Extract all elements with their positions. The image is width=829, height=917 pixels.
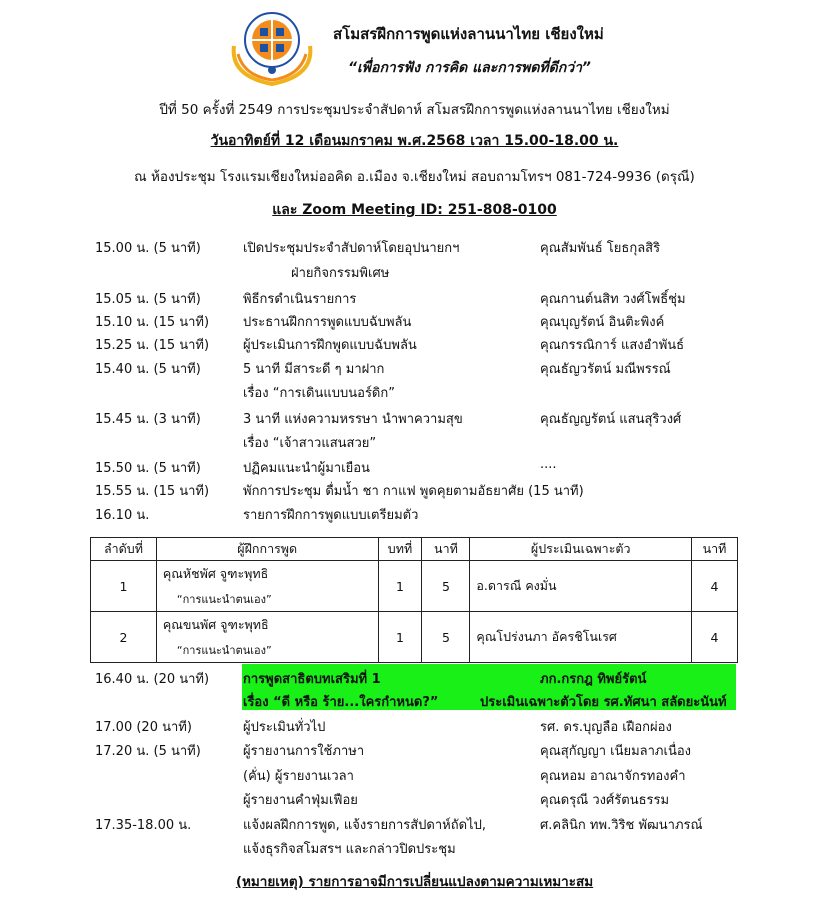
demo-evaluator: ประเมินเฉพาะตัวโดย รศ.ทัศนา สลัดยะนันท์ xyxy=(480,695,727,710)
agenda-time: 16.40 น. (20 นาที) xyxy=(95,672,210,687)
agenda-time: 15.00 น. (5 นาที) xyxy=(95,241,201,256)
agenda-activity: 3 นาที แห่งความหรรษา นำพาความสุข xyxy=(243,412,463,427)
prepared-speech-table xyxy=(90,537,738,663)
zoom-line: และ Zoom Meeting ID: 251-808-0100 xyxy=(272,202,557,218)
agenda-activity: ผู้รายงานการใช้ภาษา xyxy=(243,744,365,759)
agenda-person: คุณกานต์นสิท วงศ์โพธิ์ชุ่ม xyxy=(540,292,686,307)
agenda-activity: พักการประชุม ดื่มน้ำ ชา กาแฟ พูดคุยตามอัธยาศัย (15 นาที) xyxy=(243,484,584,499)
row-number: 1 xyxy=(91,561,157,612)
agenda-time: 15.05 น. (5 นาที) xyxy=(95,292,201,307)
table-header-row xyxy=(91,538,738,561)
column-header: นาที xyxy=(422,538,470,561)
footer-note: (หมายเหตุ) รายการอาจมีการเปลี่ยนแปลงตามความเหมาะสม xyxy=(235,874,594,890)
agenda-time: 15.25 น. (15 นาที) xyxy=(95,338,210,353)
agenda-person: .... xyxy=(540,457,557,472)
meeting-line: ปีที่ 50 ครั้งที่ 2549 การประชุมประจำสัปดาห์ สโมสรฝึกการพูดแห่งลานนาไทย เชียงใหม่ xyxy=(159,102,670,118)
column-header: บทที่ xyxy=(378,538,422,561)
chapter: 1 xyxy=(378,561,422,612)
agenda-activity: แจ้งผลฝึกการพูด, แจ้งรายการสัปดาห์ถัดไป, xyxy=(243,818,486,833)
column-header: ลำดับที่ xyxy=(91,538,157,561)
agenda-activity-line2: เรื่อง “เจ้าสาวแสนสวย” xyxy=(243,436,377,451)
agenda-time: 15.50 น. (5 นาที) xyxy=(95,461,201,476)
speech-topic: “การแนะนำตนเอง” xyxy=(176,593,272,606)
agenda-person: คุณดรุณี วงศ์รัตนธรรม xyxy=(540,793,670,808)
agenda-time: 16.10 น. xyxy=(95,508,150,523)
agenda-person: คุณบุญรัตน์ อินติะพิงค์ xyxy=(540,315,665,330)
agenda-time: 15.10 น. (15 นาที) xyxy=(95,315,210,330)
agenda-person: คุณธัญญรัตน์ แสนสุริวงศ์ xyxy=(540,412,682,427)
agenda-activity-line2: เรื่อง “การเดินแบบนอร์ดิก” xyxy=(243,386,395,401)
agenda-time: 17.35-18.00 น. xyxy=(95,818,192,833)
speaker-cell xyxy=(156,612,378,663)
agenda-activity: ผู้ประเมินทั่วไป xyxy=(243,720,326,735)
agenda-person: คุณสุกัญญา เนียมลาภเนื่อง xyxy=(540,744,691,759)
agenda-time: 15.45 น. (3 นาที) xyxy=(95,412,201,427)
agenda-activity: เปิดประชุมประจำสัปดาห์โดยอุปนายกฯ xyxy=(243,241,460,256)
agenda-person: ศ.คลินิก ทพ.วิริช พัฒนาภรณ์ xyxy=(540,818,703,833)
column-header: ผู้ประเมินเฉพาะตัว xyxy=(470,538,692,561)
column-header: นาที xyxy=(692,538,738,561)
eval-minutes: 4 xyxy=(692,561,738,612)
agenda-activity: รายการฝึกการพูดแบบเตรียมตัว xyxy=(243,508,419,523)
agenda-person: คุณสัมพันธ์ โยธกุลสิริ xyxy=(540,241,661,256)
club-logo-icon xyxy=(224,6,320,86)
minutes: 5 xyxy=(422,612,470,663)
eval-minutes: 4 xyxy=(692,612,738,663)
agenda-time: 17.20 น. (5 นาที) xyxy=(95,744,201,759)
agenda-activity: ประธานฝึกการพูดแบบฉับพลัน xyxy=(243,315,412,330)
agenda-time: 17.00 (20 นาที) xyxy=(95,720,192,735)
table-row xyxy=(91,612,738,663)
demo-speaker: ภก.กรกฎ ทิพย์รัตน์ xyxy=(540,672,647,687)
agenda-activity-line2: ฝ่ายกิจกรรมพิเศษ xyxy=(291,266,390,281)
agenda-time: 15.55 น. (15 นาที) xyxy=(95,484,210,499)
date-line: วันอาทิตย์ที่ 12 เดือนมกราคม พ.ศ.2568 เวลา 15.00-18.00 น. xyxy=(210,133,619,149)
row-number: 2 xyxy=(91,612,157,663)
agenda-activity: ปฏิคมแนะนำผู้มาเยือน xyxy=(243,461,370,476)
venue-line: ณ ห้องประชุม โรงแรมเชียงใหม่ออคิด อ.เมือง จ.เชียงใหม่ สอบถามโทรฯ 081-724-9936 (ดรุณี) xyxy=(134,169,695,185)
agenda-person: รศ. ดร.บุญลือ เฝือกผ่อง xyxy=(540,720,672,735)
evaluator: อ.ดารณี คงมั่น xyxy=(470,561,692,612)
agenda-activity: พิธีกรดำเนินรายการ xyxy=(243,292,357,307)
column-header: ผู้ฝึกการพูด xyxy=(156,538,378,561)
agenda-person: คุณหอม อาณาจักรทองคำ xyxy=(540,769,686,784)
agenda-person: คุณธัญวรัตน์ มณีพรรณ์ xyxy=(540,362,671,377)
minutes: 5 xyxy=(422,561,470,612)
org-title: สโมสรฝึกการพูดแห่งลานนาไทย เชียงใหม่ xyxy=(333,25,604,43)
agenda-activity: 5 นาที มีสาระดี ๆ มาฝาก xyxy=(243,362,385,377)
agenda-person: คุณกรรณิการ์ แสงอำพันธ์ xyxy=(540,338,685,353)
speaker-name: คุณหัชพัศ จูฑะพุทธิ xyxy=(162,566,269,581)
agenda-activity: ผู้ประเมินการฝึกพูดแบบฉับพลัน xyxy=(243,338,417,353)
agenda-activity: (คั่น) ผู้รายงานเวลา xyxy=(243,769,354,784)
evaluator: คุณโปร่งนภา อัครชิโนเรศ xyxy=(470,612,692,663)
chapter: 1 xyxy=(378,612,422,663)
agenda-activity-line2: แจ้งธุรกิจสโมสรฯ และกล่าวปิดประชุม xyxy=(243,842,456,857)
table-row xyxy=(91,561,738,612)
slogan: “เพื่อการฟัง การคิด และการพดที่ดีกว่า” xyxy=(348,60,591,76)
agenda-time: 15.40 น. (5 นาที) xyxy=(95,362,201,377)
speaker-cell xyxy=(156,561,378,612)
agenda-activity: ผู้รายงานคำฟุ่มเฟือย xyxy=(243,793,358,808)
demo-speech-topic: เรื่อง “ดี หรือ ร้าย...ใครกำหนด?” xyxy=(243,695,439,710)
speaker-name: คุณขนพัศ จูฑะพุทธิ xyxy=(162,617,269,632)
demo-speech-title: การพูดสาธิตบทเสริมที่ 1 xyxy=(243,672,381,687)
speech-topic: “การแนะนำตนเอง” xyxy=(176,644,272,657)
